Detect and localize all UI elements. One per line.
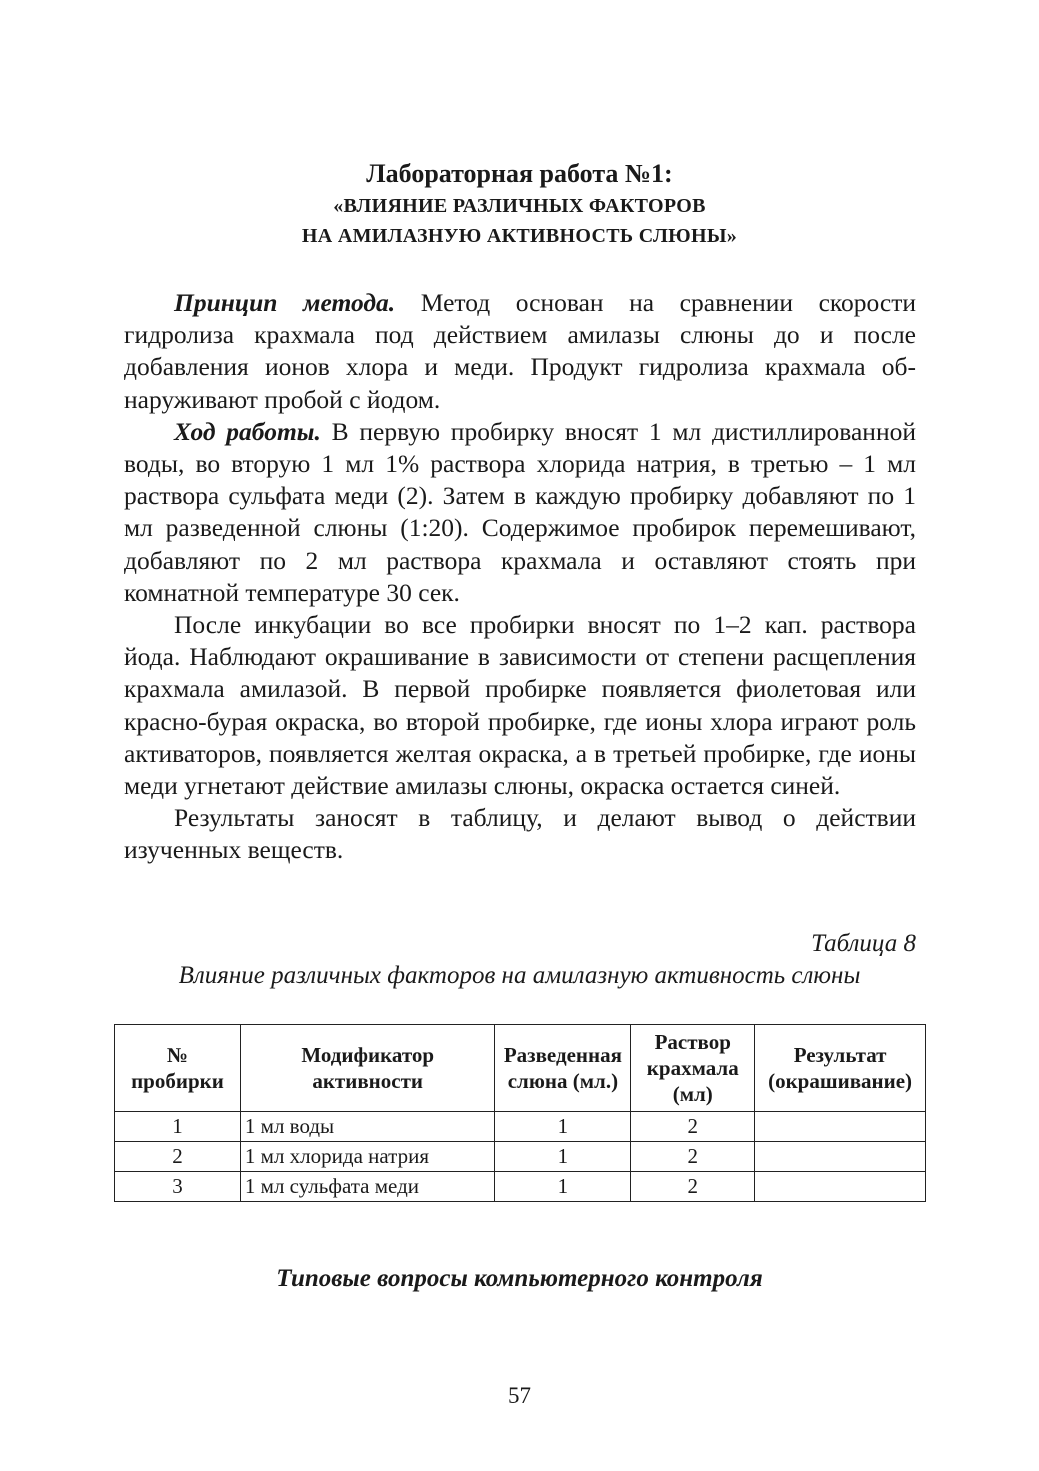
procedure-text: В первую пробирку вносят 1 мл дистиллированной воды, во вторую 1 мл 1% раствора хлорида натрия, в третью – 1 мл раствора сульфата меди (2). Затем в каждую пробирку добавляют по 1 мл разведенной слюны (1:20). Содержимое пробирок перемешивают, добавляют по 2 мл раствора крахмала и оставляют стоять при комнатной температуре 30 сек. [124, 416, 916, 607]
table-row [115, 1112, 926, 1142]
incubation-paragraph: После инкубации во все пробирки вносят по 1–2 кап. раствора йода. Наблюдают окрашивание в зависимости от степени расщепления крахмала амилазой. В первой пробирке появляется фиолетовая или красно-бурая окраска, во второй пробирке, где ионы хлора играют роль активаторов, появляется желтая окраска, а в третьей пробирке, где ионы меди угнетают действие амилазы слюны, окраска остается синей. [124, 610, 916, 801]
cell-starch: 2 [631, 1142, 755, 1172]
procedure-paragraph [124, 416, 916, 609]
table-number: Таблица 8 [811, 930, 916, 957]
cell-modifier: 1 мл воды [240, 1112, 495, 1142]
procedure-lead: Ход работы. [174, 416, 321, 446]
header-starch-solution: Раствор крахмала (мл) [631, 1025, 755, 1112]
cell-modifier: 1 мл сульфата меди [240, 1172, 495, 1202]
header-result: Результат (окрашивание) [755, 1025, 926, 1112]
body-text [124, 287, 916, 867]
lab-title-line-1: Лабораторная работа №1: [366, 159, 673, 188]
table-row [115, 1172, 926, 1202]
table-header-row [115, 1025, 926, 1112]
lab-title-line-3: НА АМИЛАЗНУЮ АКТИВНОСТЬ СЛЮНЫ» [301, 225, 738, 247]
table-row [115, 1142, 926, 1172]
page-number: 57 [508, 1383, 531, 1408]
lab-title-line-2: «ВЛИЯНИЕ РАЗЛИЧНЫХ ФАКТОРОВ [333, 195, 706, 217]
table-title: Влияние различных факторов на амилазную активность слюны [178, 962, 861, 989]
cell-tube-number: 2 [115, 1142, 241, 1172]
cell-saliva: 1 [495, 1172, 631, 1202]
cell-result [755, 1142, 926, 1172]
cell-tube-number: 1 [115, 1112, 241, 1142]
lab-title [0, 157, 1039, 251]
cell-result [755, 1112, 926, 1142]
cell-starch: 2 [631, 1112, 755, 1142]
cell-result [755, 1172, 926, 1202]
results-paragraph: Результаты заносят в таблицу, и делают вывод о действии изученных веществ. [124, 803, 916, 865]
header-activity-modifier: Модификатор активности [240, 1025, 495, 1112]
principle-lead: Принцип метода. [174, 288, 396, 317]
principle-text: Метод основан на сравнении скорости гидролиза крахмала под действием амилазы слюны до и после добавления ионов хлора и меди. Продукт гидролиза крахмала обнаруживают пробой с йодом. [124, 288, 916, 414]
results-table [114, 1024, 926, 1202]
cell-starch: 2 [631, 1172, 755, 1202]
questions-heading: Типовые вопросы компьютерного контроля [276, 1265, 763, 1292]
cell-modifier: 1 мл хлорида натрия [240, 1142, 495, 1172]
cell-saliva: 1 [495, 1142, 631, 1172]
principle-paragraph [124, 287, 916, 416]
header-tube-number: № пробирки [115, 1025, 241, 1112]
cell-saliva: 1 [495, 1112, 631, 1142]
header-diluted-saliva: Разведенная слюна (мл.) [495, 1025, 631, 1112]
cell-tube-number: 3 [115, 1172, 241, 1202]
